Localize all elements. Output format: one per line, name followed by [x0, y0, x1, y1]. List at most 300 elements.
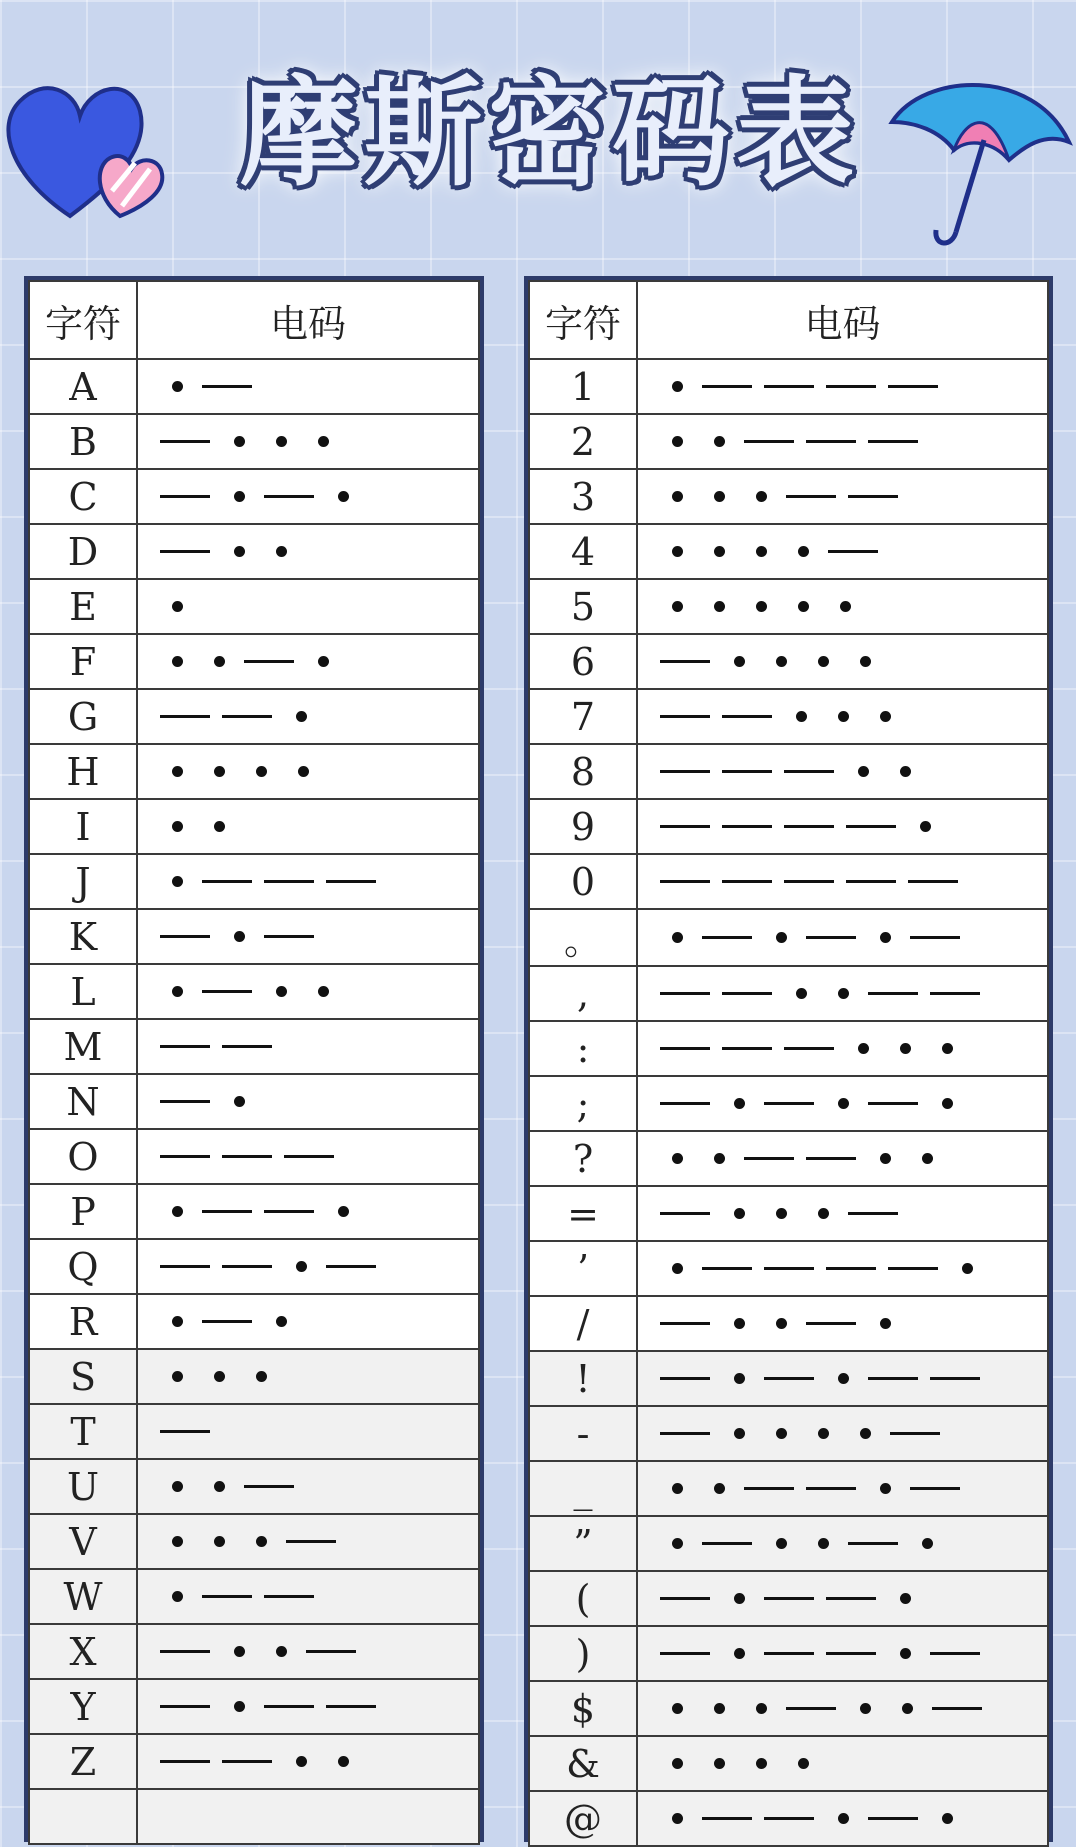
morse-dash	[908, 880, 958, 883]
char-cell: 1	[529, 359, 637, 414]
char-cell: G	[29, 689, 137, 744]
morse-dot	[796, 988, 807, 999]
char-cell: F	[29, 634, 137, 689]
char-cell: T	[29, 1404, 137, 1459]
table-row	[529, 1406, 1048, 1461]
table-row	[29, 1569, 479, 1624]
morse-code	[660, 1792, 1047, 1845]
morse-cell	[137, 964, 479, 1019]
morse-dot	[798, 601, 809, 612]
morse-dash	[786, 495, 836, 498]
morse-dash	[244, 1485, 294, 1488]
morse-dash	[160, 1760, 210, 1763]
morse-dot	[172, 1536, 183, 1547]
morse-dot	[798, 546, 809, 557]
morse-cell	[637, 1461, 1048, 1516]
morse-dash	[806, 1157, 856, 1160]
char-cell: 3	[529, 469, 637, 524]
morse-dot	[860, 1703, 871, 1714]
morse-dot	[734, 1373, 745, 1384]
morse-dash	[222, 1760, 272, 1763]
char-cell: Y	[29, 1679, 137, 1734]
char-cell: 7	[529, 689, 637, 744]
table-row	[529, 1736, 1048, 1791]
morse-dash	[160, 1045, 210, 1048]
table-row	[29, 964, 479, 1019]
morse-cell	[637, 414, 1048, 469]
morse-dot	[276, 1316, 287, 1327]
morse-dot	[942, 1098, 953, 1109]
morse-dot	[296, 1756, 307, 1767]
morse-dot	[838, 1098, 849, 1109]
morse-cell	[637, 909, 1048, 966]
table-row	[29, 1129, 479, 1184]
morse-dot	[942, 1043, 953, 1054]
morse-dot	[714, 1758, 725, 1769]
morse-code	[160, 690, 478, 743]
morse-dot	[900, 1648, 911, 1659]
morse-cell	[637, 1736, 1048, 1791]
morse-code	[160, 470, 478, 523]
morse-dash	[160, 1650, 210, 1653]
morse-dash	[202, 990, 252, 993]
morse-dot	[756, 601, 767, 612]
morse-dot	[256, 766, 267, 777]
morse-dot	[672, 546, 683, 557]
morse-dash	[848, 1542, 898, 1545]
morse-dot	[798, 1758, 809, 1769]
table-row	[529, 1021, 1048, 1076]
morse-dash	[786, 1707, 836, 1710]
morse-dash	[160, 1265, 210, 1268]
morse-dash	[722, 825, 772, 828]
morse-dash	[744, 1157, 794, 1160]
morse-dash	[826, 1652, 876, 1655]
morse-dash	[868, 992, 918, 995]
morse-dot	[672, 491, 683, 502]
morse-cell	[137, 1734, 479, 1789]
morse-dash	[264, 880, 314, 883]
morse-code	[660, 635, 1047, 688]
morse-dash	[222, 715, 272, 718]
morse-dash	[890, 1432, 940, 1435]
morse-cell	[637, 1681, 1048, 1736]
char-cell: 。	[529, 909, 637, 966]
morse-dot	[860, 656, 871, 667]
table-row	[529, 1351, 1048, 1406]
morse-dot	[256, 1371, 267, 1382]
table-row	[29, 1294, 479, 1349]
morse-dot	[214, 1371, 225, 1382]
morse-code	[660, 1187, 1047, 1240]
morse-cell	[637, 799, 1048, 854]
morse-cell	[137, 1789, 479, 1844]
morse-dash	[784, 1047, 834, 1050]
morse-dash	[326, 1265, 376, 1268]
morse-dash	[160, 715, 210, 718]
morse-dot	[734, 1593, 745, 1604]
morse-dash	[888, 1267, 938, 1270]
table-row	[29, 689, 479, 744]
morse-dot	[880, 932, 891, 943]
morse-dash	[264, 935, 314, 938]
morse-dash	[702, 936, 752, 939]
table-row	[529, 1461, 1048, 1516]
table-row	[529, 909, 1048, 966]
morse-dash	[160, 495, 210, 498]
letters-table	[28, 280, 480, 1845]
morse-code	[160, 745, 478, 798]
morse-dot	[234, 931, 245, 942]
morse-code	[660, 1297, 1047, 1350]
morse-code	[160, 855, 478, 908]
morse-dash	[764, 1817, 814, 1820]
morse-code	[160, 1790, 478, 1843]
morse-dash	[848, 495, 898, 498]
morse-cell	[137, 854, 479, 909]
morse-dot	[672, 1538, 683, 1549]
char-cell: _	[529, 1461, 637, 1516]
table-row	[29, 579, 479, 634]
morse-dash	[784, 880, 834, 883]
morse-cell	[137, 689, 479, 744]
table-row	[529, 469, 1048, 524]
table-row	[529, 1076, 1048, 1131]
morse-dot	[920, 821, 931, 832]
morse-cell	[137, 1349, 479, 1404]
morse-dot	[756, 1703, 767, 1714]
table-row	[29, 1184, 479, 1239]
morse-cell	[637, 854, 1048, 909]
morse-code	[160, 1020, 478, 1073]
morse-dot	[858, 1043, 869, 1054]
morse-dash	[202, 1595, 252, 1598]
morse-dot	[880, 1483, 891, 1494]
morse-dash	[784, 770, 834, 773]
morse-dot	[714, 1703, 725, 1714]
morse-cell	[637, 1406, 1048, 1461]
table-row	[529, 854, 1048, 909]
morse-dash	[660, 660, 710, 663]
morse-dash	[722, 1047, 772, 1050]
morse-dash	[722, 715, 772, 718]
morse-code	[160, 1350, 478, 1403]
morse-code	[160, 1405, 478, 1458]
morse-dash	[160, 935, 210, 938]
morse-code	[660, 1242, 1047, 1295]
morse-dot	[172, 986, 183, 997]
char-cell: ?	[529, 1131, 637, 1186]
morse-code	[660, 1627, 1047, 1680]
morse-dot	[818, 1538, 829, 1549]
morse-code	[660, 1682, 1047, 1735]
morse-code	[160, 1075, 478, 1128]
morse-dot	[672, 1703, 683, 1714]
code-column-header: 电码	[637, 281, 1048, 359]
morse-code	[660, 470, 1047, 523]
morse-cell	[137, 1019, 479, 1074]
morse-dash	[722, 880, 772, 883]
morse-dot	[858, 766, 869, 777]
morse-code	[660, 1517, 1047, 1570]
morse-dot	[714, 1483, 725, 1494]
morse-dot	[256, 1536, 267, 1547]
morse-cell	[137, 1569, 479, 1624]
morse-code	[160, 580, 478, 633]
morse-dot	[756, 491, 767, 502]
morse-dot	[318, 656, 329, 667]
morse-dot	[714, 1153, 725, 1164]
char-cell: 9	[529, 799, 637, 854]
char-cell: K	[29, 909, 137, 964]
morse-dash	[160, 550, 210, 553]
morse-dot	[776, 1538, 787, 1549]
morse-dash	[160, 1155, 210, 1158]
table-row	[529, 1681, 1048, 1736]
morse-dot	[942, 1813, 953, 1824]
morse-dash	[702, 385, 752, 388]
morse-dash	[930, 1377, 980, 1380]
char-cell: J	[29, 854, 137, 909]
table-row	[529, 1241, 1048, 1296]
morse-dot	[672, 381, 683, 392]
char-cell: 2	[529, 414, 637, 469]
morse-dot	[318, 436, 329, 447]
morse-dot	[672, 436, 683, 447]
table-row	[529, 1516, 1048, 1571]
morse-dash	[764, 1652, 814, 1655]
morse-dash	[826, 385, 876, 388]
morse-cell	[637, 1296, 1048, 1351]
morse-dash	[286, 1540, 336, 1543]
morse-code	[660, 415, 1047, 468]
morse-dash	[888, 385, 938, 388]
morse-dash	[868, 1377, 918, 1380]
morse-dash	[306, 1650, 356, 1653]
morse-dash	[660, 880, 710, 883]
morse-cell	[137, 1239, 479, 1294]
table-row	[29, 1349, 479, 1404]
morse-dash	[660, 715, 710, 718]
morse-dash	[160, 1705, 210, 1708]
morse-dash	[806, 440, 856, 443]
morse-dot	[172, 1481, 183, 1492]
char-cell: U	[29, 1459, 137, 1514]
code-column-header: 电码	[137, 281, 479, 359]
morse-dot	[214, 766, 225, 777]
table-row	[29, 1239, 479, 1294]
morse-code	[160, 360, 478, 413]
morse-dash	[764, 1377, 814, 1380]
morse-code	[660, 1352, 1047, 1405]
morse-code	[160, 1240, 478, 1293]
morse-dot	[172, 1591, 183, 1602]
morse-code	[660, 745, 1047, 798]
morse-cell	[137, 1459, 479, 1514]
char-column-header: 字符	[529, 281, 637, 359]
morse-dot	[838, 711, 849, 722]
morse-dot	[276, 1646, 287, 1657]
char-cell: ’	[529, 1241, 637, 1296]
char-cell: R	[29, 1294, 137, 1349]
morse-dot	[734, 1098, 745, 1109]
char-cell: Z	[29, 1734, 137, 1789]
morse-dot	[776, 656, 787, 667]
morse-dash	[930, 1652, 980, 1655]
char-cell: 5	[529, 579, 637, 634]
morse-dot	[172, 381, 183, 392]
morse-dash	[160, 1100, 210, 1103]
morse-dash	[660, 1102, 710, 1105]
morse-cell	[137, 1624, 479, 1679]
table-row	[529, 744, 1048, 799]
morse-dot	[838, 988, 849, 999]
morse-dash	[764, 1102, 814, 1105]
char-cell: B	[29, 414, 137, 469]
morse-cell	[137, 1294, 479, 1349]
morse-dot	[234, 1096, 245, 1107]
morse-code	[160, 525, 478, 578]
table-row	[529, 966, 1048, 1021]
morse-code	[160, 910, 478, 963]
char-cell: I	[29, 799, 137, 854]
morse-dot	[776, 1208, 787, 1219]
morse-cell	[137, 799, 479, 854]
morse-code	[660, 1462, 1047, 1515]
morse-code	[160, 1735, 478, 1788]
morse-code	[660, 360, 1047, 413]
table-row	[529, 579, 1048, 634]
morse-cell	[137, 744, 479, 799]
morse-cell	[137, 1514, 479, 1569]
morse-dash	[660, 1432, 710, 1435]
char-cell: @	[529, 1791, 637, 1846]
morse-cell	[637, 689, 1048, 744]
morse-dash	[868, 440, 918, 443]
morse-dot	[880, 1318, 891, 1329]
table-row	[29, 909, 479, 964]
morse-dot	[922, 1153, 933, 1164]
char-cell: O	[29, 1129, 137, 1184]
morse-dot	[214, 1481, 225, 1492]
morse-dot	[172, 766, 183, 777]
table-row	[29, 854, 479, 909]
morse-dot	[338, 1756, 349, 1767]
char-cell: :	[529, 1021, 637, 1076]
morse-dash	[202, 1210, 252, 1213]
table-row	[529, 359, 1048, 414]
char-cell: ;	[529, 1076, 637, 1131]
morse-dot	[818, 1428, 829, 1439]
morse-dot	[838, 1373, 849, 1384]
umbrella-icon	[884, 62, 1074, 252]
char-cell: A	[29, 359, 137, 414]
morse-cell	[637, 359, 1048, 414]
table-row	[29, 1514, 479, 1569]
morse-dash	[660, 770, 710, 773]
char-cell: =	[529, 1186, 637, 1241]
morse-dash	[326, 1705, 376, 1708]
char-cell: -	[529, 1406, 637, 1461]
morse-cell	[137, 634, 479, 689]
morse-dash	[868, 1102, 918, 1105]
morse-code	[160, 635, 478, 688]
table-row	[529, 799, 1048, 854]
morse-code	[160, 1515, 478, 1568]
table-row	[29, 1679, 479, 1734]
morse-dash	[660, 1377, 710, 1380]
table-row	[29, 1789, 479, 1844]
morse-cell	[137, 1129, 479, 1184]
morse-code	[160, 415, 478, 468]
morse-dot	[172, 876, 183, 887]
char-cell: E	[29, 579, 137, 634]
char-cell: N	[29, 1074, 137, 1129]
char-cell: 8	[529, 744, 637, 799]
morse-dot	[900, 1043, 911, 1054]
morse-cell	[637, 1626, 1048, 1681]
morse-cell	[137, 1404, 479, 1459]
letters-table-panel	[24, 276, 484, 1842]
table-row	[29, 1459, 479, 1514]
morse-dash	[702, 1817, 752, 1820]
morse-cell	[637, 966, 1048, 1021]
morse-cell	[137, 524, 479, 579]
morse-dot	[734, 1648, 745, 1659]
morse-dot	[880, 1153, 891, 1164]
table-row	[529, 524, 1048, 579]
morse-code	[160, 1185, 478, 1238]
char-cell: V	[29, 1514, 137, 1569]
morse-dot	[672, 932, 683, 943]
morse-dash	[764, 385, 814, 388]
morse-dash	[160, 440, 210, 443]
morse-dash	[868, 1817, 918, 1820]
morse-dot	[776, 1428, 787, 1439]
morse-dash	[326, 880, 376, 883]
morse-dot	[672, 1758, 683, 1769]
morse-dot	[776, 1318, 787, 1329]
morse-dash	[660, 1047, 710, 1050]
morse-dot	[672, 601, 683, 612]
morse-dot	[672, 1153, 683, 1164]
morse-dash	[826, 1267, 876, 1270]
table-row	[29, 1019, 479, 1074]
morse-cell	[137, 1184, 479, 1239]
char-cell: 6	[529, 634, 637, 689]
table-row	[529, 1186, 1048, 1241]
table-row	[29, 1734, 479, 1789]
char-cell: /	[529, 1296, 637, 1351]
morse-dot	[734, 656, 745, 667]
morse-code	[660, 690, 1047, 743]
morse-code	[160, 1295, 478, 1348]
morse-code	[660, 1022, 1047, 1075]
morse-cell	[637, 524, 1048, 579]
morse-dash	[806, 936, 856, 939]
morse-dash	[828, 550, 878, 553]
symbols-table	[528, 280, 1049, 1847]
char-cell: ”	[529, 1516, 637, 1571]
morse-cell	[137, 1679, 479, 1734]
morse-dash	[202, 880, 252, 883]
table-row	[29, 524, 479, 579]
morse-dot	[818, 1208, 829, 1219]
morse-dot	[234, 436, 245, 447]
char-cell: P	[29, 1184, 137, 1239]
morse-dot	[276, 986, 287, 997]
morse-dash	[202, 1320, 252, 1323]
